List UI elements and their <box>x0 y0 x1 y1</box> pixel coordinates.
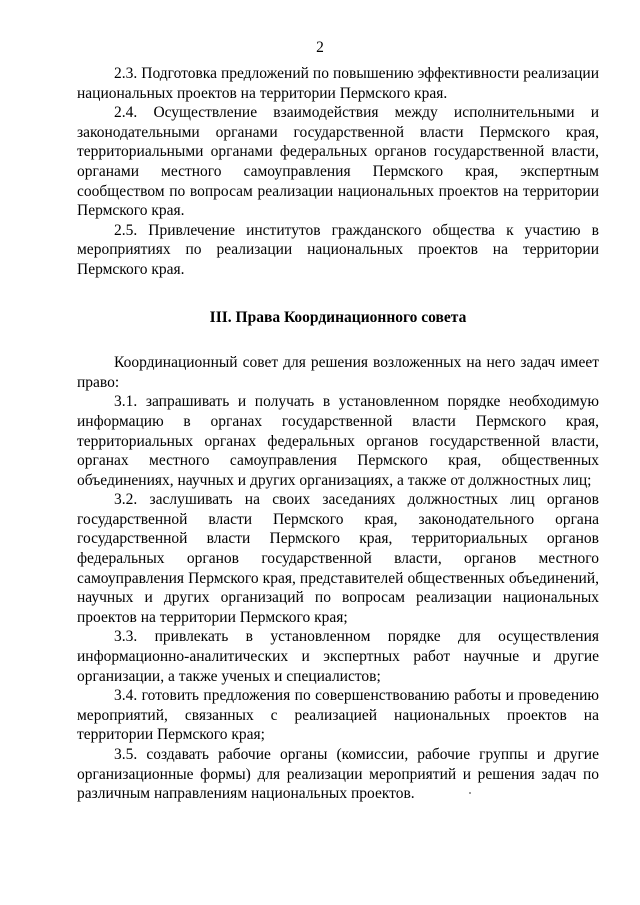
paragraph-2-4: 2.4. Осуществление взаимодействия между исполнительными и законодательными органами государственной власти Пермского края, территориальными органами федеральных органов государственной власти, органами местного самоуправления Пермского края, экспертным сообществом по вопросам реализации национальных проектов на территории Пермского края. <box>77 104 599 220</box>
paragraph-3-2: 3.2. заслушивать на своих заседаниях должностных лиц органов государственной власти Пермского края, законодательного органа государственной власти Пермского края, территориальных органов федеральных органов государственной власти, органов местного самоуправления Пермского края, представителей общественных объединений, научных и других организаций по вопросам реализации национальных проектов на территории Пермского края; <box>77 491 599 626</box>
paragraph-intro: Координационный совет для решения возложенных на него задач имеет право: <box>77 354 599 391</box>
paragraph-2-3: 2.3. Подготовка предложений по повышению эффективности реализации национальных проектов на территории Пермского края. <box>77 65 599 102</box>
page-number: 2 <box>316 39 324 56</box>
paragraph-2-5: 2.5. Привлечение институтов гражданского общества к участию в мероприятиях по реализации национальных проектов на территории Пермского края. <box>77 221 599 278</box>
scan-speck <box>469 792 471 794</box>
section-title: III. Права Координационного совета <box>209 308 467 326</box>
paragraph-3-5: 3.5. создавать рабочие органы (комиссии, рабочие группы и другие организационные формы) для реализации мероприятий и решения задач по различным направлениям национальных проектов. <box>77 746 599 803</box>
paragraph-3-1: 3.1. запрашивать и получать в установленном порядке необходимую информацию в органах государственной власти Пермского края, территориальных органах федеральных органов государственной власти, органах местного самоуправления Пермского края, общественных объединениях, научных и других организациях, а также от должностных лиц; <box>77 393 599 489</box>
paragraph-3-3: 3.3. привлекать в установленном порядке для осуществления информационно-аналитических и экспертных работ научные и другие организации, а также ученых и специалистов; <box>77 628 599 685</box>
document-body <box>77 64 599 804</box>
paragraph-3-4: 3.4. готовить предложения по совершенствованию работы и проведению мероприятий, связанных с реализацией национальных проектов на территории Пермского края; <box>77 687 599 744</box>
